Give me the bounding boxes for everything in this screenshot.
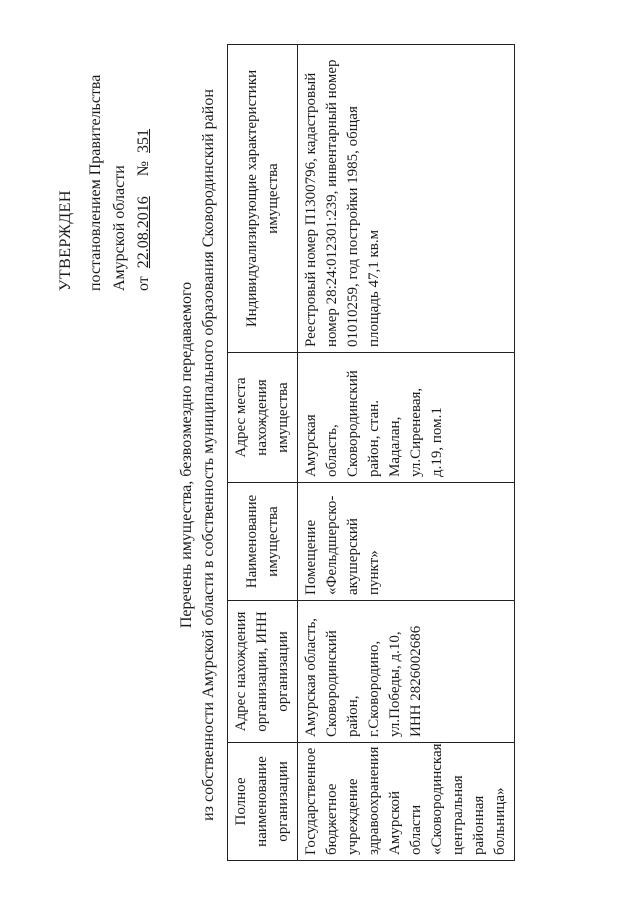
approval-heading: УТВЕРЖДЕН	[57, 190, 74, 291]
title-line-2: из собственности Амурской области в собственность муниципального образования Сковородинский район	[200, 89, 217, 821]
approval-number: 351	[135, 128, 152, 153]
cell-org-address: Амурская область, Сковородинский район, г.Сковородино, ул.Победы, д.10, ИНН 2826002686	[298, 601, 515, 743]
approval-number-prefix: №	[135, 160, 152, 177]
cell-property-name: Помещение «Фельдшерско-акушерский пункт»	[298, 483, 515, 601]
header-property-name: Наименование имущества	[228, 483, 298, 601]
table-row	[298, 45, 515, 861]
approval-line-1: постановлением Правительства	[87, 74, 104, 291]
cell-org-name: Государственное бюджетное учреждение здравоохранения Амурской области «Сковородинская центральная районная больница»	[298, 743, 515, 861]
approval-date: 22.08.2016	[135, 196, 152, 269]
table-header-row	[228, 45, 298, 861]
title-line-1: Перечень имущества, безвозмездно передаваемого	[178, 281, 195, 629]
header-org-name: Полное наименование организации	[228, 743, 298, 861]
approval-date-line	[132, 31, 156, 291]
approval-line-2: Амурской области	[111, 165, 128, 291]
property-table-wrapper	[227, 45, 515, 861]
header-property-characteristics: Индивидуализирующие характеристики имущества	[228, 45, 298, 353]
property-table	[227, 44, 515, 861]
header-property-address: Адрес места нахождения имущества	[228, 353, 298, 483]
cell-property-characteristics: Реестровый номер П1300796, кадастровый номер 28:24:012301:239, инвентарный номер 01010259, год постройки 1985, общая площадь 47,1 кв.м	[298, 45, 515, 353]
approval-date-prefix: от	[135, 276, 152, 291]
cell-property-address: Амурская область, Сковородинский район, стан. Мадалан, ул.Сиреневая, д.19, пом.1	[298, 353, 515, 483]
approval-block	[54, 31, 156, 291]
header-org-address: Адрес нахождения организации, ИНН организации	[228, 601, 298, 743]
document-title	[176, 45, 220, 865]
